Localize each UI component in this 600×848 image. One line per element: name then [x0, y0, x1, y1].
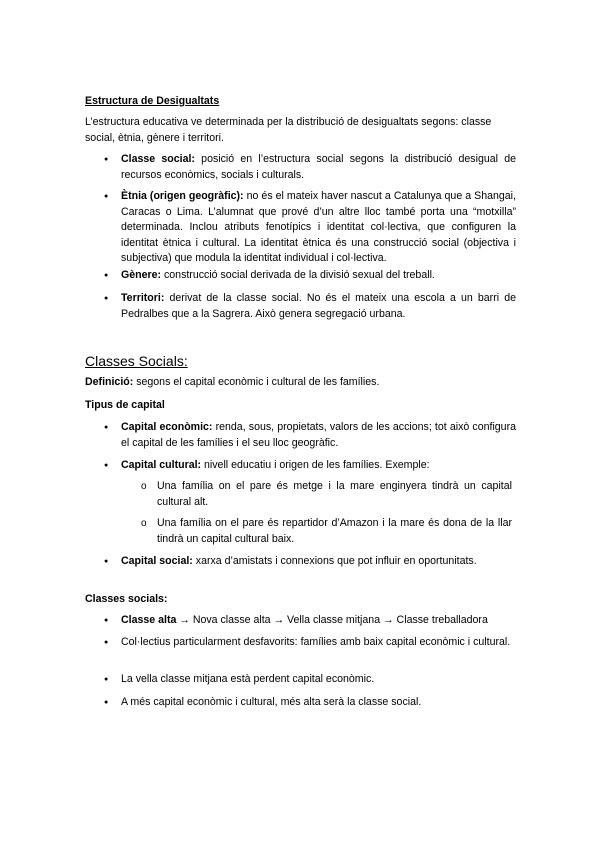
- intro-paragraph: L’estructura educativa ve determinada per la distribució de desigualtats segons: classe social, ètnia, gènere i territori.: [85, 116, 492, 144]
- sub-list-item: o Una família on el pare és metge i la mare enginyera tindrà un capital cultural alt.: [157, 479, 512, 510]
- definition: construcció social derivada de la divisió sexual del treball.: [161, 269, 435, 281]
- definition: posició en l’estructura social segons la distribució desigual de recursos econòmics, socials i culturals.: [121, 153, 516, 181]
- list-item: [121, 291, 516, 322]
- term: Classe social:: [121, 153, 195, 165]
- list-item: [121, 268, 516, 284]
- subheading-tipus-capital: Tipus de capital: [85, 399, 165, 411]
- subheading-classes-socials: Classes socials:: [85, 593, 168, 605]
- section-title-estructura: Estructura de Desigualtats: [85, 95, 220, 107]
- term: Capital cultural:: [121, 459, 202, 471]
- definition: xarxa d’amistats i connexions que pot influir en oportunitats.: [192, 555, 477, 567]
- definition-line: [85, 375, 515, 391]
- definition: segons el capital econòmic i cultural de les famílies.: [133, 376, 380, 388]
- term: Classe alta: [121, 614, 177, 626]
- term: Ètnia (origen geogràfic):: [121, 190, 244, 202]
- list-item: [121, 152, 516, 183]
- definition: renda, sous, propietats, valors de les accions; tot això configura el capital de les famílies i el seu lloc geogràfic.: [121, 421, 516, 449]
- definition: derivat de la classe social. No és el mateix una escola a un barri de Pedralbes que a la Sagrera. Això genera segregació urbana.: [121, 292, 516, 320]
- list-item: [121, 613, 516, 629]
- list-item: [121, 554, 516, 570]
- term: Capital social:: [121, 555, 193, 567]
- term: Definició:: [85, 376, 134, 388]
- list-item: ● Col·lectius particularment desfavorits: famílies amb baix capital econòmic i cultural.: [121, 635, 516, 651]
- term: Territori:: [121, 292, 165, 304]
- list-item: [121, 420, 516, 451]
- sub-list-item: o Una família on el pare és repartidor d’Amazon i la mare és dona de la llar tindrà un capital cultural baix.: [157, 516, 512, 547]
- definition: no és el mateix haver nascut a Catalunya que a Shangai, Caracas o Lima. L’alumnat que prové d’un altre lloc també porta una “motxilla” determinada. Inclou atributs fenotípics i identitat col·lectiva, que configuren la identitat ètnica i cultural. La identitat ètnica és una construcció social (objectiva i subjectiva) que modula la identitat individual i col·lectiva.: [121, 190, 516, 264]
- list-item: [121, 458, 516, 474]
- list-item: ● La vella classe mitjana està perdent capital econòmic.: [121, 672, 516, 688]
- term: Gènere:: [121, 269, 162, 281]
- definition: nivell educatiu i origen de les famílies. Exemple:: [201, 459, 430, 471]
- definition: → Nova classe alta → Vella classe mitjana → Classe treballadora: [176, 614, 488, 626]
- section-title-classes-socials: Classes Socials:: [85, 353, 188, 369]
- term: Capital econòmic:: [121, 421, 213, 433]
- list-item: [121, 189, 516, 267]
- list-item: ● A més capital econòmic i cultural, més alta serà la classe social.: [121, 695, 516, 711]
